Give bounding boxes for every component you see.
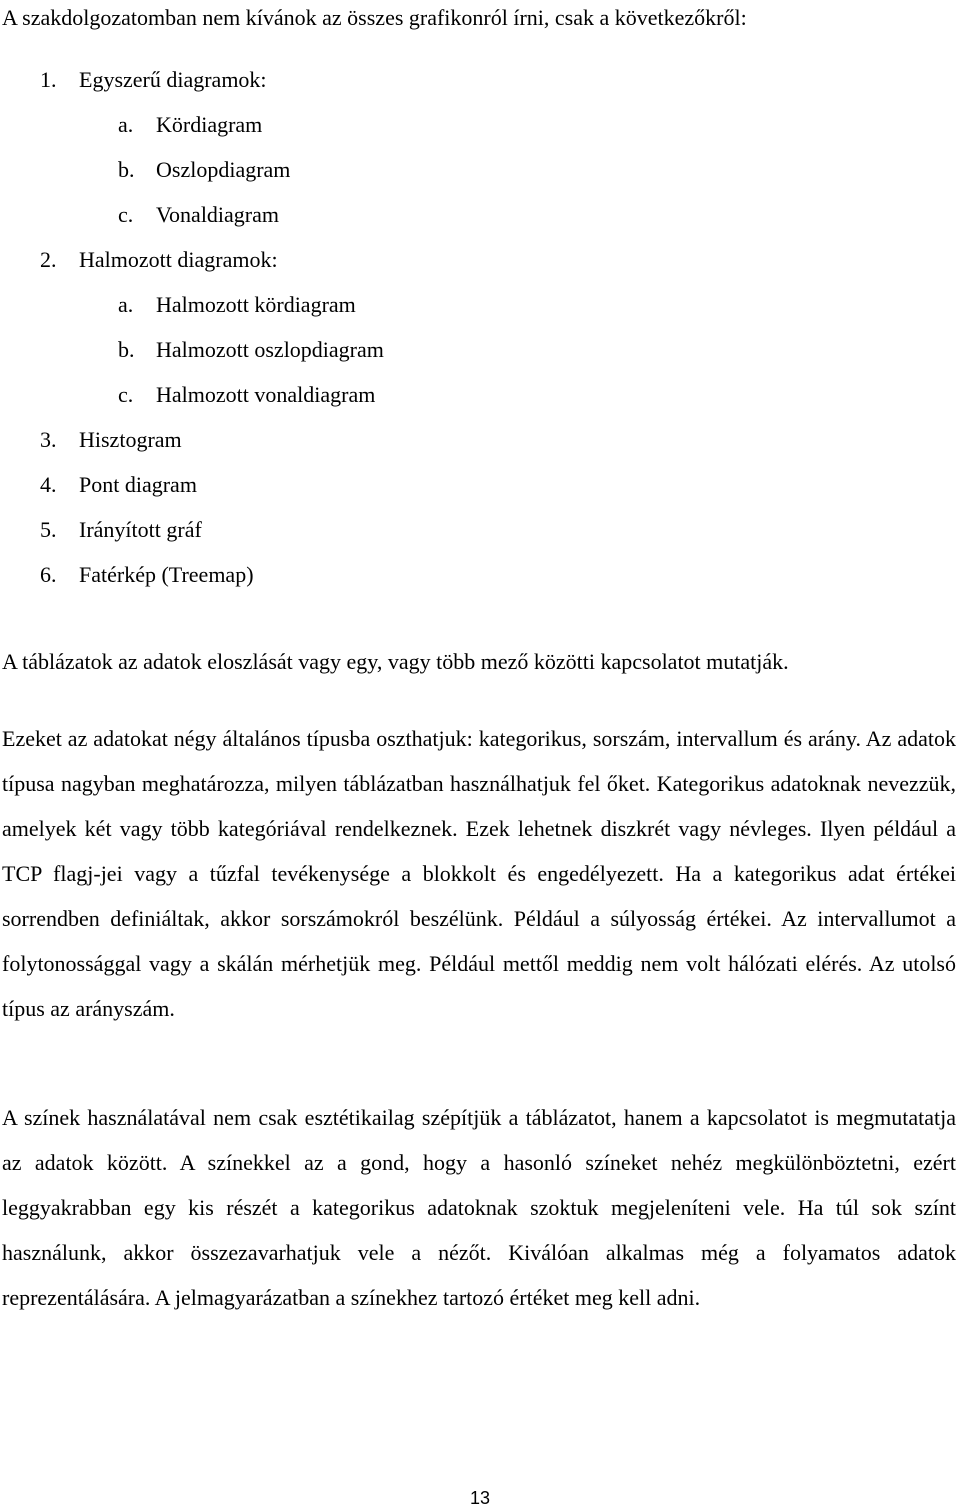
list-subitem bbox=[118, 112, 262, 138]
paragraph-tables: A táblázatok az adatok eloszlását vagy egy, vagy több mező közötti kapcsolatot mutatják. bbox=[2, 649, 789, 674]
list-letter: b. bbox=[118, 337, 135, 362]
list-item bbox=[40, 427, 182, 453]
list-label: Halmozott oszlopdiagram bbox=[156, 337, 384, 362]
page-number: 13 bbox=[469, 1488, 491, 1508]
list-letter: a. bbox=[118, 112, 134, 137]
list-label: Halmozott kördiagram bbox=[156, 292, 356, 317]
list-letter: a. bbox=[118, 292, 134, 317]
list-subitem bbox=[118, 157, 290, 183]
list-label: Fatérkép (Treemap) bbox=[79, 562, 254, 587]
list-subitem bbox=[118, 382, 375, 408]
intro-text: A szakdolgozatomban nem kívánok az összes grafikonról írni, csak a következőkről: bbox=[2, 5, 747, 30]
list-item bbox=[40, 67, 267, 93]
list-item bbox=[40, 472, 197, 498]
list-number: 1. bbox=[40, 67, 57, 92]
list-label: Oszlopdiagram bbox=[156, 157, 291, 182]
list-item bbox=[40, 247, 278, 273]
paragraph-colors: A színek használatával nem csak esztétikailag szépítjük a táblázatot, hanem a kapcsolatot is megmutatatja az adatok között. A színekkel az a gond, hogy a hasonló színeket nehéz megkülönböztetni, ezért leggyakrabban egy kis részét a kategorikus adatoknak szoktuk megjeleníteni vele. Ha túl sok színt használunk, akkor összezavarhatjuk vele a nézőt. Kiválóan alkalmas még a folyamatos adatok reprezentálására. A jelmagyarázatban a színekhez tartozó értéket meg kell adni. bbox=[2, 1105, 956, 1310]
list-label: Pont diagram bbox=[79, 472, 197, 497]
list-label: Hisztogram bbox=[79, 427, 182, 452]
list-number: 5. bbox=[40, 517, 57, 542]
list-subitem bbox=[118, 292, 356, 318]
list-label: Kördiagram bbox=[156, 112, 263, 137]
list-number: 4. bbox=[40, 472, 57, 497]
list-number: 3. bbox=[40, 427, 57, 452]
list-label: Egyszerű diagramok: bbox=[79, 67, 267, 92]
paragraph-data-types: Ezeket az adatokat négy általános típusba oszthatjuk: kategorikus, sorszám, intervallum és arány. Az adatok típusa nagyban meghatározza, milyen táblázatban használhatjuk fel őket. Kategorikus adatoknak nevezzük, amelyek két vagy több kategóriával rendelkeznek. Ezek lehetnek diszkrét vagy névleges. Ilyen például a TCP flagj-jei vagy a tűzfal tevékenysége a blokkolt és engedélyezett. Ha a kategorikus adat értékei sorrendben definiáltak, akkor sorszámokról beszélünk. Például a súlyosság értékei. Az intervallumot a folytonossággal vagy a skálán mérhetjük meg. Például mettől meddig nem volt hálózati elérés. Az utolsó típus az arányszám. bbox=[2, 726, 956, 1021]
list-label: Halmozott vonaldiagram bbox=[156, 382, 376, 407]
list-letter: c. bbox=[118, 382, 134, 407]
list-number: 2. bbox=[40, 247, 57, 272]
list-label: Irányított gráf bbox=[79, 517, 202, 542]
list-item bbox=[40, 517, 202, 543]
list-item bbox=[40, 562, 254, 588]
list-subitem bbox=[118, 202, 279, 228]
list-letter: b. bbox=[118, 157, 135, 182]
list-letter: c. bbox=[118, 202, 134, 227]
list-number: 6. bbox=[40, 562, 57, 587]
list-label: Halmozott diagramok: bbox=[79, 247, 278, 272]
list-subitem bbox=[118, 337, 384, 363]
list-label: Vonaldiagram bbox=[156, 202, 280, 227]
